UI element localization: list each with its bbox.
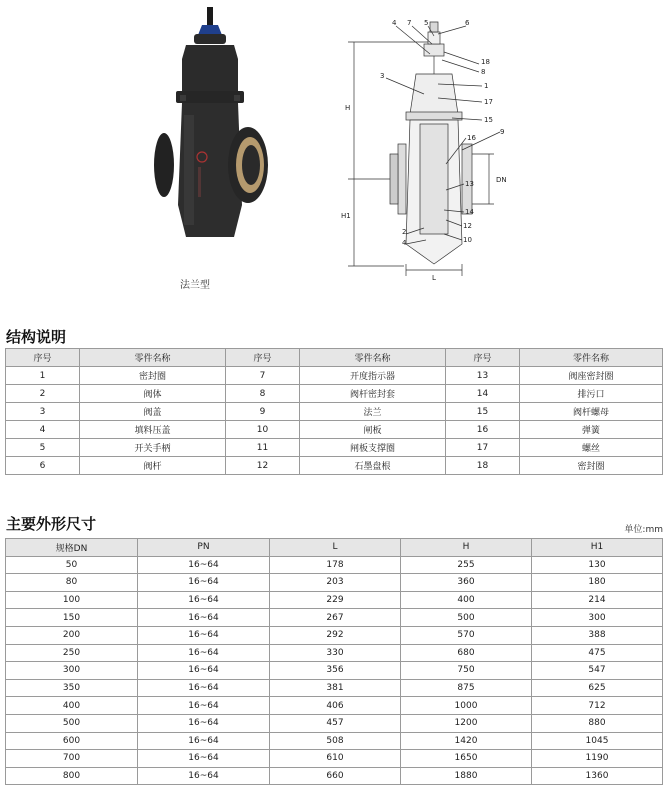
dimensions-cell: 1190 xyxy=(532,750,663,768)
parts-cell: 17 xyxy=(446,439,520,457)
parts-cell: 密封圈 xyxy=(80,367,226,385)
parts-cell: 7 xyxy=(226,367,300,385)
structure-title: 结构说明 xyxy=(6,328,67,346)
parts-cell: 法兰 xyxy=(300,403,446,421)
dimensions-cell: 625 xyxy=(532,679,663,697)
dimensions-cell: 16~64 xyxy=(138,609,270,627)
parts-cell: 填料压盖 xyxy=(80,421,226,439)
dimensions-cell: 80 xyxy=(6,574,138,592)
parts-row xyxy=(6,421,663,439)
dimensions-row xyxy=(6,662,663,680)
parts-header: 零件名称 xyxy=(300,349,446,367)
parts-cell: 阀杆密封套 xyxy=(300,385,446,403)
parts-header: 序号 xyxy=(226,349,300,367)
parts-cell: 16 xyxy=(446,421,520,439)
dimensions-cell: 508 xyxy=(270,732,401,750)
dimensions-cell: 50 xyxy=(6,556,138,574)
dimensions-cell: 1880 xyxy=(401,767,532,785)
dimensions-row xyxy=(6,609,663,627)
parts-row xyxy=(6,385,663,403)
dimensions-cell: 16~64 xyxy=(138,679,270,697)
parts-cell: 14 xyxy=(446,385,520,403)
dimensions-header: 规格DN xyxy=(6,539,138,557)
parts-header: 序号 xyxy=(446,349,520,367)
parts-header: 零件名称 xyxy=(80,349,226,367)
dimensions-header: H1 xyxy=(532,539,663,557)
dimensions-cell: 1360 xyxy=(532,767,663,785)
parts-row xyxy=(6,439,663,457)
parts-cell: 8 xyxy=(226,385,300,403)
parts-cell: 闸板 xyxy=(300,421,446,439)
parts-cell: 10 xyxy=(226,421,300,439)
dimensions-cell: 610 xyxy=(270,750,401,768)
parts-row xyxy=(6,457,663,475)
parts-cell: 密封圈 xyxy=(520,457,663,475)
callout-left-3: 3 xyxy=(380,72,385,80)
dimensions-cell: 150 xyxy=(6,609,138,627)
callout-right-10: 10 xyxy=(463,236,472,244)
dimensions-cell: 16~64 xyxy=(138,574,270,592)
parts-table xyxy=(5,348,663,475)
parts-cell: 9 xyxy=(226,403,300,421)
dimensions-row xyxy=(6,574,663,592)
callout-right-8: 8 xyxy=(481,68,486,76)
dimension-L-label: L xyxy=(432,274,436,282)
dimensions-title: 主要外形尺寸 xyxy=(6,515,97,533)
dimensions-cell: 400 xyxy=(401,591,532,609)
dimensions-cell: 660 xyxy=(270,767,401,785)
dimensions-header: L xyxy=(270,539,401,557)
dimensions-cell: 500 xyxy=(401,609,532,627)
dimensions-cell: 16~64 xyxy=(138,591,270,609)
dimensions-cell: 712 xyxy=(532,697,663,715)
dimensions-cell: 360 xyxy=(401,574,532,592)
callout-right-17: 17 xyxy=(484,98,493,106)
valve-photo xyxy=(150,5,270,245)
parts-cell: 开关手柄 xyxy=(80,439,226,457)
callout-right-13: 13 xyxy=(465,180,474,188)
parts-header: 零件名称 xyxy=(520,349,663,367)
dimensions-row xyxy=(6,644,663,662)
callout-right-16: 16 xyxy=(467,134,476,142)
parts-cell: 3 xyxy=(6,403,80,421)
parts-cell: 2 xyxy=(6,385,80,403)
dimensions-cell: 130 xyxy=(532,556,663,574)
dimensions-cell: 570 xyxy=(401,626,532,644)
dimensions-cell: 203 xyxy=(270,574,401,592)
dimensions-cell: 16~64 xyxy=(138,644,270,662)
parts-row xyxy=(6,367,663,385)
dimensions-row xyxy=(6,679,663,697)
dimension-H-label: H xyxy=(345,104,351,112)
parts-cell: 开度指示器 xyxy=(300,367,446,385)
parts-cell: 阀盖 xyxy=(80,403,226,421)
parts-cell: 1 xyxy=(6,367,80,385)
dimensions-cell: 406 xyxy=(270,697,401,715)
callout-top-4: 4 xyxy=(392,19,397,27)
figure-caption: 法兰型 xyxy=(180,280,210,291)
dimensions-cell: 1650 xyxy=(401,750,532,768)
dimensions-row xyxy=(6,626,663,644)
parts-cell: 11 xyxy=(226,439,300,457)
dimensions-cell: 350 xyxy=(6,679,138,697)
dimensions-cell: 16~64 xyxy=(138,732,270,750)
unit-label: 单位:mm xyxy=(624,525,663,535)
dimensions-cell: 300 xyxy=(532,609,663,627)
dimensions-cell: 16~64 xyxy=(138,697,270,715)
callout-right-12: 12 xyxy=(463,222,472,230)
dimension-DN-label: DN xyxy=(496,176,507,184)
parts-cell: 阀杆螺母 xyxy=(520,403,663,421)
callout-top-6: 6 xyxy=(465,19,470,27)
dimensions-row xyxy=(6,714,663,732)
parts-cell: 5 xyxy=(6,439,80,457)
dimensions-cell: 267 xyxy=(270,609,401,627)
dimensions-cell: 680 xyxy=(401,644,532,662)
dimensions-cell: 356 xyxy=(270,662,401,680)
dimensions-cell: 16~64 xyxy=(138,714,270,732)
parts-row xyxy=(6,403,663,421)
dimensions-row xyxy=(6,767,663,785)
dimensions-header: PN xyxy=(138,539,270,557)
parts-cell: 18 xyxy=(446,457,520,475)
dimension-H1-label: H1 xyxy=(341,212,351,220)
dimensions-cell: 875 xyxy=(401,679,532,697)
dimensions-cell: 475 xyxy=(532,644,663,662)
dimensions-cell: 1200 xyxy=(401,714,532,732)
dimensions-cell: 381 xyxy=(270,679,401,697)
parts-header: 序号 xyxy=(6,349,80,367)
dimensions-cell: 100 xyxy=(6,591,138,609)
dimensions-cell: 500 xyxy=(6,714,138,732)
valve-section-drawing xyxy=(334,14,514,284)
parts-cell: 闸板支撑圈 xyxy=(300,439,446,457)
dimensions-cell: 16~64 xyxy=(138,556,270,574)
dimensions-cell: 880 xyxy=(532,714,663,732)
dimensions-cell: 200 xyxy=(6,626,138,644)
dimensions-row xyxy=(6,732,663,750)
parts-header-row xyxy=(6,349,663,367)
dimensions-cell: 600 xyxy=(6,732,138,750)
parts-cell: 螺丝 xyxy=(520,439,663,457)
parts-cell: 15 xyxy=(446,403,520,421)
callout-top-5: 5 xyxy=(424,19,429,27)
dimensions-row xyxy=(6,697,663,715)
dimensions-row xyxy=(6,556,663,574)
parts-cell: 阀杆 xyxy=(80,457,226,475)
parts-cell: 排污口 xyxy=(520,385,663,403)
callout-right-18: 18 xyxy=(481,58,490,66)
callout-right-9: 9 xyxy=(500,128,505,136)
dimensions-cell: 457 xyxy=(270,714,401,732)
parts-cell: 弹簧 xyxy=(520,421,663,439)
callout-right-14: 14 xyxy=(465,208,474,216)
dimensions-cell: 16~64 xyxy=(138,767,270,785)
dimensions-row xyxy=(6,591,663,609)
callout-right-1: 1 xyxy=(484,82,489,90)
callout-left-2: 2 xyxy=(402,228,407,236)
dimensions-cell: 300 xyxy=(6,662,138,680)
parts-cell: 13 xyxy=(446,367,520,385)
dimensions-header: H xyxy=(401,539,532,557)
dimensions-cell: 1045 xyxy=(532,732,663,750)
dimensions-cell: 800 xyxy=(6,767,138,785)
dimensions-cell: 388 xyxy=(532,626,663,644)
dimensions-row xyxy=(6,750,663,768)
dimensions-cell: 700 xyxy=(6,750,138,768)
parts-cell: 12 xyxy=(226,457,300,475)
parts-cell: 石墨盘根 xyxy=(300,457,446,475)
dimensions-cell: 330 xyxy=(270,644,401,662)
parts-cell: 阀座密封圈 xyxy=(520,367,663,385)
parts-cell: 6 xyxy=(6,457,80,475)
dimensions-cell: 180 xyxy=(532,574,663,592)
parts-cell: 4 xyxy=(6,421,80,439)
dimensions-cell: 547 xyxy=(532,662,663,680)
dimensions-cell: 400 xyxy=(6,697,138,715)
dimensions-cell: 178 xyxy=(270,556,401,574)
dimensions-cell: 255 xyxy=(401,556,532,574)
dimensions-cell: 229 xyxy=(270,591,401,609)
dimensions-cell: 16~64 xyxy=(138,750,270,768)
dimensions-cell: 16~64 xyxy=(138,626,270,644)
dimensions-header-row xyxy=(6,539,663,557)
callout-top-7: 7 xyxy=(407,19,412,27)
dimensions-cell: 292 xyxy=(270,626,401,644)
dimensions-cell: 1000 xyxy=(401,697,532,715)
dimensions-cell: 750 xyxy=(401,662,532,680)
dimensions-cell: 1420 xyxy=(401,732,532,750)
callout-left-4: 4 xyxy=(402,239,407,247)
dimensions-cell: 250 xyxy=(6,644,138,662)
dimensions-table xyxy=(5,538,663,785)
parts-cell: 阀体 xyxy=(80,385,226,403)
dimensions-cell: 16~64 xyxy=(138,662,270,680)
callout-right-15: 15 xyxy=(484,116,493,124)
dimensions-cell: 214 xyxy=(532,591,663,609)
